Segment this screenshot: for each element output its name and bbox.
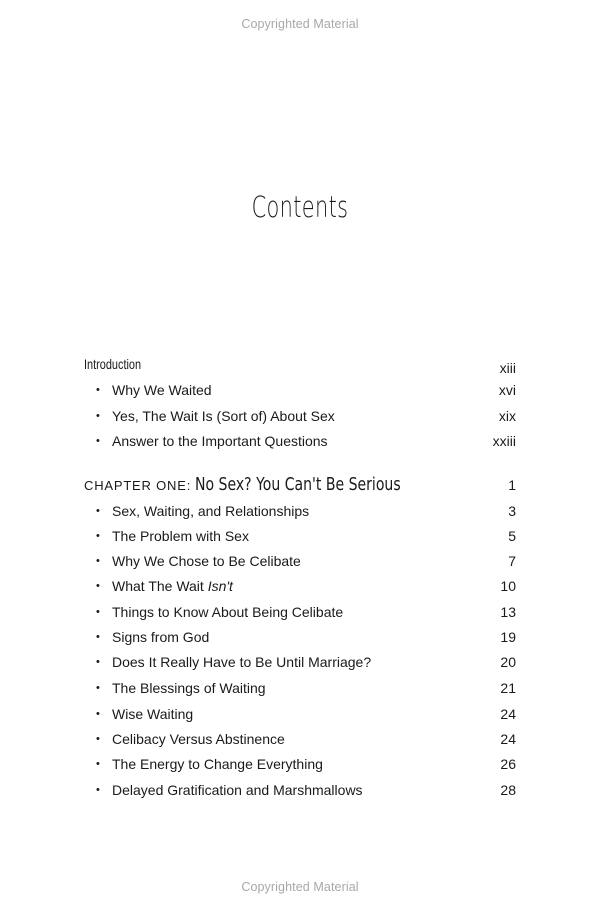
subentry-label: Signs from God: [112, 629, 210, 645]
subentry-label: Does It Really Have to Be Until Marriage?: [112, 654, 372, 670]
subentry-label: Things to Know About Being Celibate: [112, 604, 344, 620]
page-number: xxiii: [492, 433, 516, 449]
page-number: 24: [500, 706, 516, 722]
toc-subentry: [84, 626, 516, 648]
subentry-label: Delayed Gratification and Marshmallows: [112, 782, 363, 798]
toc-subentry: [84, 379, 516, 401]
page-number: xiii: [499, 360, 516, 376]
toc-subentry: [84, 601, 516, 623]
subentry-label: The Energy to Change Everything: [112, 756, 323, 772]
subentry-label: Celibacy Versus Abstinence: [112, 731, 285, 747]
page-number: 13: [500, 604, 516, 620]
page-number: 21: [500, 680, 516, 696]
toc-entry-introduction: [84, 353, 516, 375]
toc-subentry: [84, 575, 516, 597]
page-number: 28: [500, 782, 516, 798]
bullet-icon: •: [96, 435, 100, 447]
subentry-label: Answer to the Important Questions: [112, 433, 328, 449]
bullet-icon: •: [96, 410, 100, 422]
copyright-watermark-top: Copyrighted Material: [241, 17, 359, 31]
bullet-icon: •: [96, 580, 100, 592]
bullet-icon: •: [96, 384, 100, 396]
subentry-label-main: What The Wait: [112, 578, 208, 594]
bullet-icon: •: [96, 505, 100, 517]
bullet-icon: •: [96, 555, 100, 567]
toc-subentry: [84, 779, 516, 801]
subentry-label: Yes, The Wait Is (Sort of) About Sex: [112, 408, 335, 424]
subentry-label: The Blessings of Waiting: [112, 680, 266, 696]
bullet-icon: •: [96, 530, 100, 542]
subentry-label: Why We Chose to Be Celibate: [112, 553, 301, 569]
page-number: 26: [500, 756, 516, 772]
page-number: 10: [500, 578, 516, 594]
toc-subentry: [84, 405, 516, 427]
bullet-icon: •: [96, 656, 100, 668]
chapter-heading: [84, 474, 459, 497]
bullet-icon: •: [96, 784, 100, 796]
bullet-icon: •: [96, 758, 100, 770]
chapter-name: No Sex? You Can't Be Serious: [195, 474, 401, 495]
subentry-label-emphasis: Isn't: [207, 578, 233, 594]
page-number: xix: [498, 408, 516, 424]
toc-subentry: [84, 430, 516, 452]
page-number: 5: [508, 528, 516, 544]
page-number: 1: [508, 477, 516, 493]
toc-subentry: [84, 753, 516, 775]
bullet-icon: •: [96, 733, 100, 745]
page-number: 7: [508, 553, 516, 569]
toc-subentry: [84, 651, 516, 673]
bullet-icon: •: [96, 682, 100, 694]
section-title: Introduction: [84, 356, 142, 372]
bullet-icon: •: [96, 606, 100, 618]
toc-subentry: [84, 677, 516, 699]
toc-entry-chapter-one: [84, 474, 516, 496]
bullet-icon: •: [96, 708, 100, 720]
page-number: xvi: [498, 382, 516, 398]
copyright-watermark-bottom: Copyrighted Material: [241, 880, 359, 894]
page-number: 20: [500, 654, 516, 670]
page-number: 3: [508, 503, 516, 519]
page-number: 19: [500, 629, 516, 645]
page-title: Contents: [251, 190, 349, 224]
subentry-label: Sex, Waiting, and Relationships: [112, 503, 310, 519]
toc-subentry: [84, 728, 516, 750]
subentry-label: Wise Waiting: [112, 706, 194, 722]
toc-subentry: [84, 550, 516, 572]
subentry-label: The Problem with Sex: [112, 528, 249, 544]
toc-subentry: [84, 525, 516, 547]
subentry-label: [112, 575, 233, 597]
toc-subentry: [84, 703, 516, 725]
bullet-icon: •: [96, 631, 100, 643]
chapter-prefix: CHAPTER ONE:: [84, 478, 192, 493]
toc-subentry: [84, 500, 516, 522]
subentry-label: Why We Waited: [112, 382, 212, 398]
page-number: 24: [500, 731, 516, 747]
